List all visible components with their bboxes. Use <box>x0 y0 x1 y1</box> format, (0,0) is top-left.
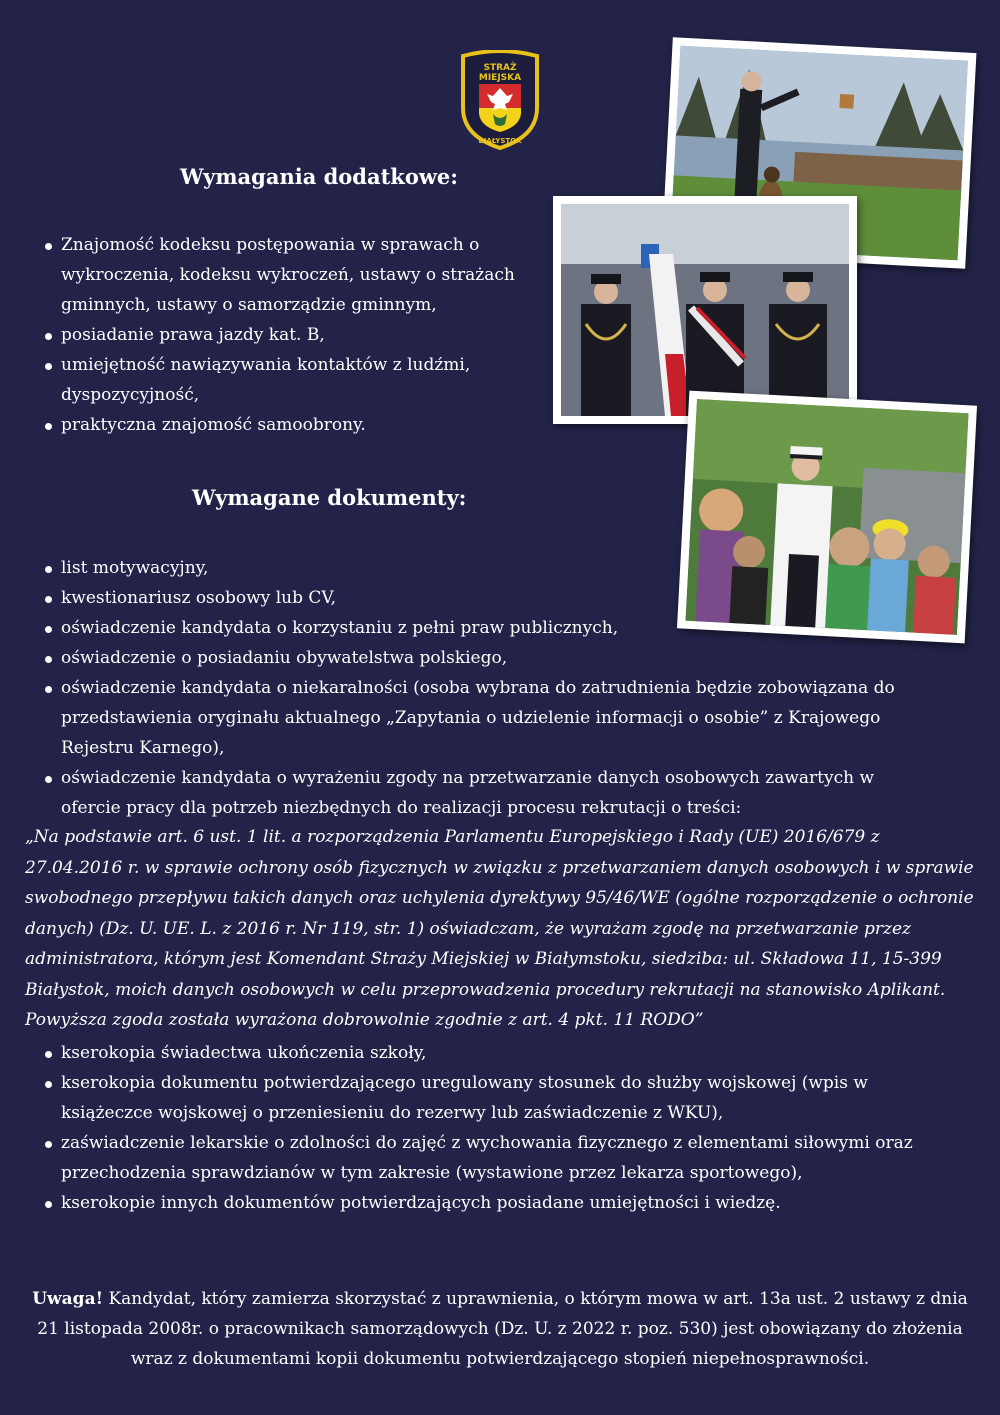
list-item: oświadczenie kandydata o korzystaniu z pełni praw publicznych, <box>43 613 943 643</box>
svg-text:STRAŻ: STRAŻ <box>483 63 517 73</box>
officers-with-flag-photo <box>553 196 857 424</box>
consent-clause-quote: „Na podstawie art. 6 ust. 1 lit. a rozporządzenia Parlamentu Europejskiego i Rady (UE) 2016/679 z 27.04.2016 r. w sprawie ochrony osób fizycznych w związku z przetwarzaniem danych osobowych i w sprawie swobodnego przepływu takich danych oraz uchylenia dyrektywy 95/46/WE (ogólne rozporządzenie o ochronie danych) (Dz. U. UE. L. z 2016 r. Nr 119, str. 1) oświadczam, że wyrażam zgodę na przetwarzanie przez administratora, którym jest Komendant Straży Miejskiej w Białymstoku, siedziba: ul. Składowa 11, 15-399 Białystok, moich danych osobowych w celu przeprowadzenia procedury rekrutacji na stanowisko Aplikant. Powyższa zgoda została wyrażona dobrowolnie zgodnie z art. 4 pkt. 11 RODO” <box>25 827 974 1030</box>
straz-miejska-logo <box>457 50 543 150</box>
list-item: oświadczenie kandydata o wyrażeniu zgody na przetwarzanie danych osobowych zawartych w ofercie pracy dla potrzeb niezbędnych do realizacji procesu rekrutacji o treści: <box>43 763 921 823</box>
list-item: oświadczenie o posiadaniu obywatelstwa polskiego, <box>43 643 943 673</box>
list-item: kserokopie innych dokumentów potwierdzających posiadane umiejętności i wiedzę. <box>43 1188 958 1218</box>
list-item: kserokopia dokumentu potwierdzającego uregulowany stosunek do służby wojskowej (wpis w książeczce wojskowej o przeniesieniu do rezerwy lub zaświadczenie z WKU), <box>43 1068 958 1128</box>
note-text: Kandydat, który zamierza skorzystać z uprawnienia, o którym mowa w art. 13a ust. 2 ustawy z dnia 21 listopada 2008r. o pracownikach samorządowych (Dz. U. z 2022 r. poz. 530) jest obowiązany do złożenia wraz z dokumentami kopii dokumentu potwierdzającego stopień niepełnosprawności. <box>37 1289 968 1369</box>
list-item: praktyczna znajomość samoobrony. <box>43 410 538 440</box>
disability-note <box>30 1284 970 1374</box>
list-item: list motywacyjny, <box>43 553 943 583</box>
section-title-required-documents: Wymagane dokumenty: <box>192 485 467 510</box>
list-item: zaświadczenie lekarskie o zdolności do zajęć z wychowania fizycznego z elementami siłowymi oraz przechodzenia sprawdzianów w tym zakresie (wystawione przez lekarza sportowego), <box>43 1128 958 1188</box>
additional-requirements-list <box>43 230 538 440</box>
list-item: umiejętność nawiązywania kontaktów z ludźmi, dyspozycyjność, <box>43 350 538 410</box>
list-item: kwestionariusz osobowy lub CV, <box>43 583 943 613</box>
note-label: Uwaga! <box>32 1289 104 1309</box>
list-item: Znajomość kodeksu postępowania w sprawach o wykroczenia, kodeksu wykroczeń, ustawy o strażach gminnych, ustawy o samorządzie gminnym, <box>43 230 538 320</box>
list-item: posiadanie prawa jazdy kat. B, <box>43 320 538 350</box>
section-title-additional-requirements: Wymagania dodatkowe: <box>180 164 459 189</box>
list-item: oświadczenie kandydata o niekaralności (osoba wybrana do zatrudnienia będzie zobowiązana do przedstawienia oryginału aktualnego „Zapytania o udzielenie informacji o osobie” z Krajowego Rejestru Karnego), <box>43 673 943 763</box>
list-item: kserokopia świadectwa ukończenia szkoły, <box>43 1038 958 1068</box>
required-documents-list <box>43 553 943 823</box>
required-documents-list-continued <box>43 1038 958 1218</box>
svg-text:BIAŁYSTOK: BIAŁYSTOK <box>478 137 522 145</box>
svg-text:MIEJSKA: MIEJSKA <box>478 73 522 83</box>
